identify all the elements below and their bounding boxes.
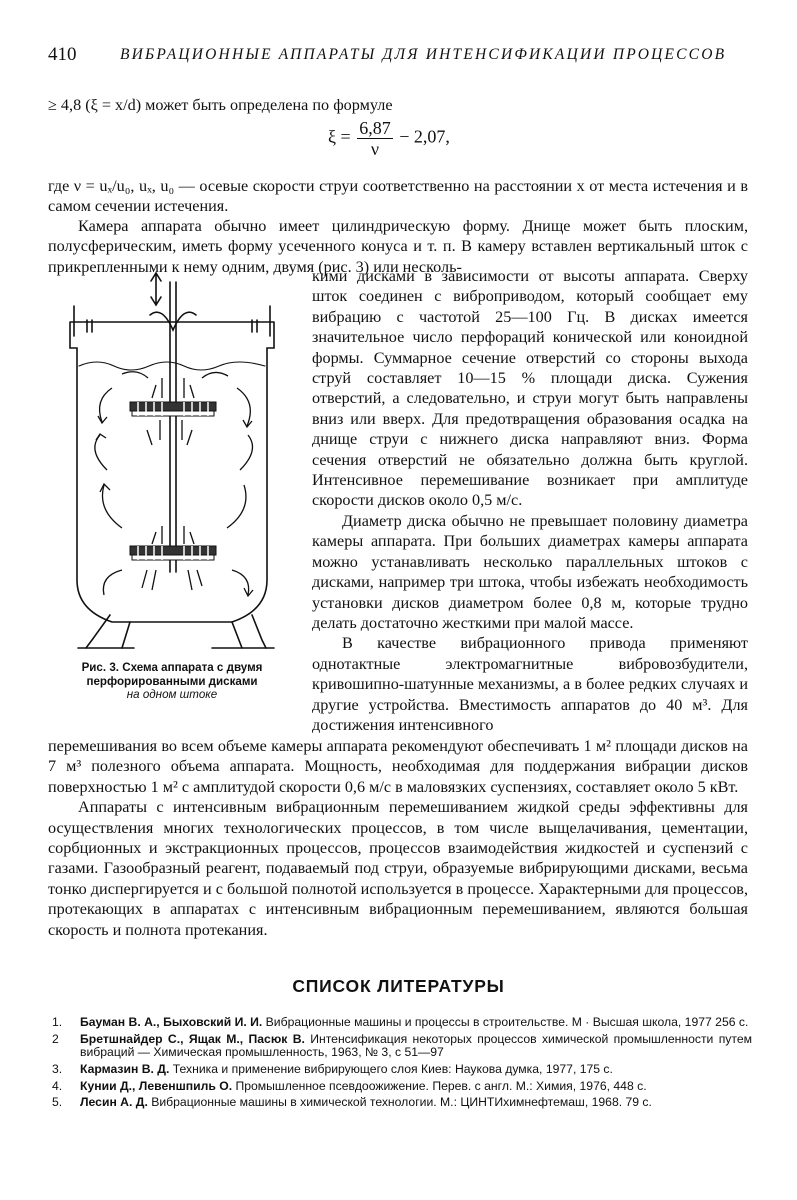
reference-item: 5. Лесин А. Д. Вибрационные машины в химической технологии. М.: ЦИНТИхимнефтемаш, 1968. 79 с. [52,1095,652,1110]
apparatus-figure [52,270,292,655]
vibration-arrow-icon [151,273,161,305]
lower-text [48,736,748,940]
figure-caption-text: Схема аппарата с двумя перфорированными дисками [86,661,263,688]
reference-item: 1. Бауман В. А., Быховский И. И. Вибрационные машины и процессы в строительстве. М · Высшая школа, 1977 256 с. [52,1015,749,1029]
paragraph-3: Диаметр диска обычно не превышает половину диаметра камеры аппарата. При больших диаметрах камеры аппарата можно устанавливать несколько параллельных штоков с дисками, например три штока, чтобы избежать необходимость установки дисков диаметром более 0,8 м, которые трудно делать достаточно жесткими при малой массе. [312,511,748,632]
paragraph-4-start: В качестве вибрационного привода применяют однотактные электромагнитные вибровозбудители, кривошипно-шатунные механизмы, а в более редких случаях и другие устройства. Вместимость аппаратов до 40 м³. Для достижения интенсивного [312,634,748,734]
page-header [48,44,749,74]
paragraph-4-continued: перемешивания во всем объеме камеры аппарата рекомендуют обеспечивать 1 м² площади дисков на 7 м³ полезного объема аппарата. Мощность, необходимая для поддержания вибрации дисков поверхностью 1 м² с амплитудой скорости 0,6 м/с в маловязких суспензиях, составляет около 5 кВт. [48,737,748,796]
page-number: 410 [48,44,77,65]
figure-caption [48,661,296,702]
running-title: ВИБРАЦИОННЫЕ АППАРАТЫ ДЛЯ ИНТЕНСИФИКАЦИИ ПРОЦЕССОВ [120,46,727,63]
formula-lhs: ξ = [328,126,351,147]
upper-disk-icon [130,402,216,416]
references-heading: СПИСОК ЛИТЕРАТУРЫ [292,976,505,996]
formula-intro-text: ≥ 4,8 (ξ = x/d) может быть определена по формуле [48,96,393,114]
paragraph-2-text: Камера аппарата обычно имеет цилиндрическую форму. Днище может быть плоским, полусферическим, иметь форму усеченного конуса и т. п. В камеру вставлен вертикальный шток с прикрепленными к нему одним, двумя (рис. 3) или несколь- [48,217,748,276]
figure-caption-italic: на одном штоке [126,688,218,701]
formula-fraction [357,118,393,159]
reference-item: 4. Кунии Д., Левеншпиль О. Промышленное псевдоожижение. Перев. с англ. М.: Химия, 1976, 448 с. [52,1078,647,1093]
formula-numerator: 6,87 [359,118,391,138]
reference-item: 3. Кармазин В. Д. Техника и применение вибрирующего слоя Киев: Наукова думка, 1977, 175 с. [52,1061,613,1076]
formula [328,118,450,159]
formula-intro [48,95,748,115]
lower-disk-icon [130,546,216,560]
formula-denominator: ν [370,139,379,159]
right-column [312,266,748,735]
paragraph-2-continued: кими дисками в зависимости от высоты аппарата. Сверху шток соединен с виброприводом, который сообщает ему вибрацию с частотой 25—100 Гц. В дисках имеется значительное число перфораций конической или коноидной формы. Суммарное сечение отверстий со стороны выхода струй составляет 10—15 % площади диска. Сужения отверстий, а следовательно, и струи могут быть направлены вниз или вверх. Для предотвращения образования осадка на днище струи с нижнего диска направляют вниз. Форма сечения отверстий не обязательно должна быть круглой. Интенсивное перемешивание возникает при амплитуде скорости дисков около 0,5 м/с. [312,267,748,510]
paragraph-1 [48,176,748,217]
reference-item: 2 Бретшнайдер С., Ящак М., Пасюк В. Интенсификация некоторых процессов химической промышленности путем вибраций — Химическая промышленность, 1963, № 3, с 51—97 [52,1031,752,1060]
paragraph-1-text: где ν = uₓ/u₀, uₓ, u₀ — осевые скорости струи соответственно на расстоянии x от места истечения и в самом сечении истечения. [48,177,748,216]
references-list [52,1016,752,1113]
figure-label: Рис. 3. [81,661,119,674]
liquid-surface-icon [79,362,265,370]
paragraph-5: Аппараты с интенсивным вибрационным перемешиванием жидкой среды эффективны для осуществления многих технологических процессов, в том числе выщелачивания, цементации, сорбционных и экстракционных процессов, процессов взаимодействия жидкостей и суспензий с газами. Газообразный реагент, подаваемый под струи, образуемые вибрирующими дисками, весьма тонко диспергируется и с большой полнотой используется в процессе. Характерными для процессов, протекающих в аппаратах с интенсивным вибрационным перемешиванием, являются большая скорость и полнота протекания. [48,798,748,939]
formula-rhs: − 2,07, [399,126,450,147]
